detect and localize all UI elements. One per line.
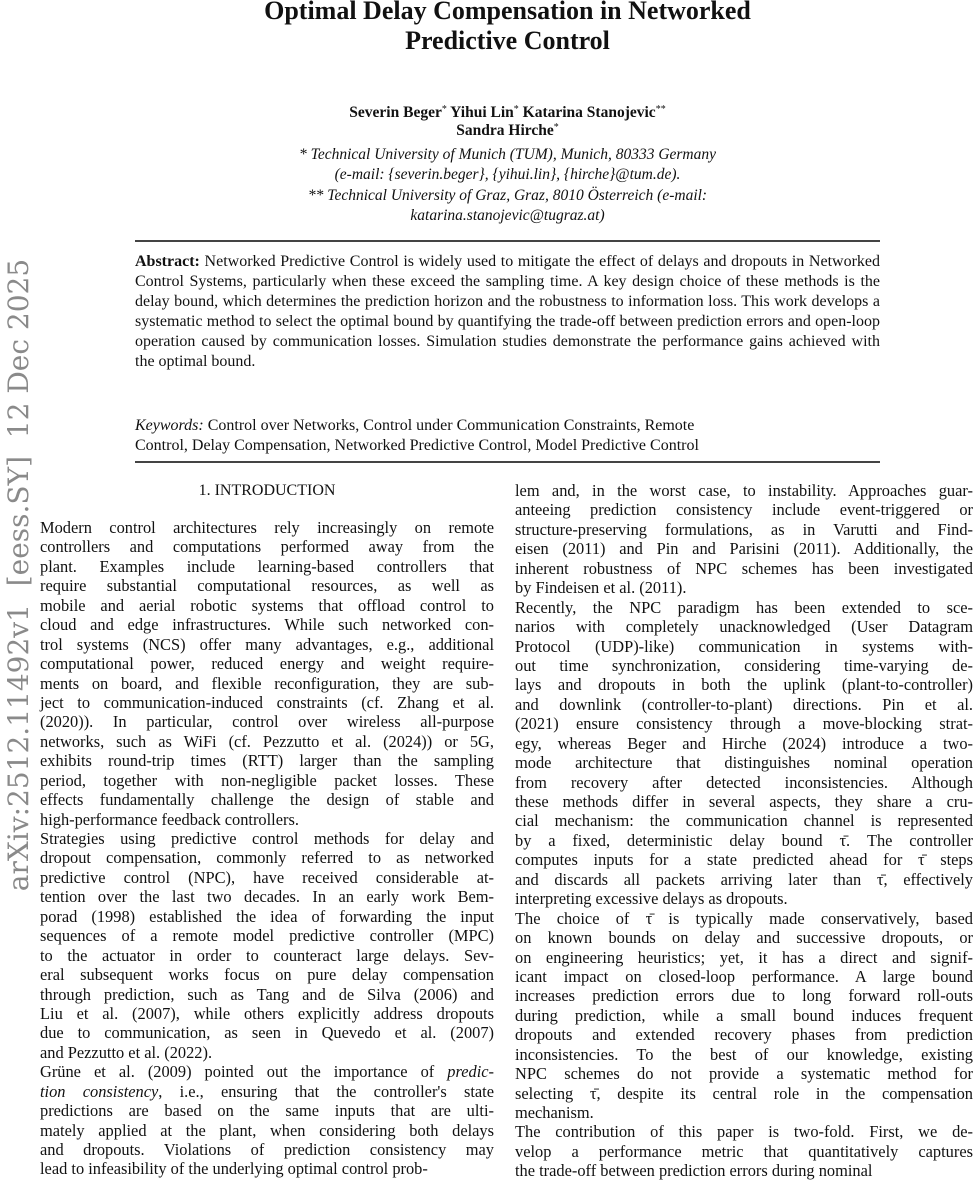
- text-line: lem and, in the worst case, to instability. Approaches guar-: [515, 481, 973, 500]
- paragraph: [515, 481, 973, 598]
- text-line: sequences of a remote model predictive controller (MPC): [40, 926, 494, 946]
- text-line: tention over the last two decades. In an early work Bem-: [40, 887, 494, 907]
- text-line: ject to communication-induced constraints (cf. Zhang et al.: [40, 692, 494, 712]
- text-line: dropout compensation, commonly referred to as networked: [40, 848, 494, 868]
- text-line: (2020)). In particular, control over wireless all-purpose: [40, 712, 494, 732]
- text-line: Liu et al. (2007), while others explicitly address dropouts: [40, 1003, 494, 1023]
- paragraph: [515, 598, 973, 909]
- text-line: require substantial computational resources, as well as: [40, 576, 494, 596]
- author-mark: *: [553, 122, 559, 133]
- text-line: out time synchronization, considering time-varying de-: [515, 655, 973, 675]
- keywords-line: Control, Delay Compensation, Networked Predictive Control, Model Predictive Control: [135, 437, 699, 454]
- paragraph: [40, 829, 494, 1062]
- paragraph: [515, 909, 973, 1123]
- text-line: lays and dropouts in both the uplink (plant-to-controller): [515, 675, 973, 695]
- text-line: The contribution of this paper is two-fold. First, we de-: [515, 1122, 973, 1142]
- text-line: NPC schemes do not provide a systematic method for: [515, 1064, 973, 1084]
- affiliation-line: * Technical University of Munich (TUM), Munich, 80333 Germany: [299, 146, 716, 163]
- text-line: egy, whereas Beger and Hirche (2024) introduce a two-: [515, 733, 973, 753]
- text-line: anteeing prediction consistency include event-triggered or: [515, 500, 973, 520]
- text-line: interpreting excessive delays as dropouts.: [515, 889, 788, 909]
- abstract-top-rule: [135, 240, 880, 242]
- section-heading: 1. INTRODUCTION: [198, 482, 336, 499]
- text-line: tion consistency, i.e., ensuring that the controller's state: [40, 1081, 494, 1101]
- author-mark: *: [441, 104, 447, 115]
- text-line: Recently, the NPC paradigm has been extended to sce-: [515, 597, 973, 617]
- title-line: Predictive Control: [405, 26, 610, 55]
- text-line: Strategies using predictive control methods for delay and: [40, 829, 494, 848]
- text-line: effects fundamentally challenge the design of stable and: [40, 790, 494, 810]
- text-line: the trade-off between prediction errors during nominal: [515, 1161, 873, 1181]
- affiliation-line: (e-mail: {severin.beger}, {yihui.lin}, {hirche}@tum.de).: [334, 165, 681, 183]
- text-line: during prediction, while a small bound induces frequent: [515, 1005, 973, 1025]
- text-line: Grüne et al. (2009) pointed out the importance of predic-: [40, 1062, 494, 1082]
- keywords: [135, 416, 880, 456]
- abstract-label: Abstract:: [135, 253, 200, 270]
- text-line: predictive control (NPC), have received considerable at-: [40, 867, 494, 887]
- right-column: [515, 481, 973, 1181]
- paragraph: [515, 1122, 973, 1180]
- text-line: and Pezzutto et al. (2022).: [40, 1042, 213, 1062]
- text-line: due to communication, as seen in Quevedo et al. (2007): [40, 1023, 494, 1043]
- text-line: trol systems (NCS) offer many advantages, e.g., additional: [40, 634, 494, 654]
- text-line: mately applied at the plant, when considering both delays: [40, 1120, 494, 1140]
- text-line: high-performance feedback controllers.: [40, 809, 299, 829]
- text-line: on known bounds on delay and successive dropouts, or: [515, 928, 973, 948]
- paragraph: [40, 1062, 494, 1179]
- text-line: networks, such as WiFi (cf. Pezzutto et al. (2024)) or 5G,: [40, 731, 494, 751]
- author-list: [130, 104, 885, 140]
- text-line: by Findeisen et al. (2011).: [515, 578, 687, 598]
- text-line: eisen (2011) and Pin and Parisini (2011). Additionally, the: [515, 539, 973, 559]
- text-line: by a fixed, deterministic delay bound τ̄. The controller: [515, 830, 973, 850]
- text-line: these methods differ in several aspects, they share a cru-: [515, 792, 973, 811]
- paragraph: [40, 518, 494, 829]
- text-line: narios with completely unacknowledged (User Datagram: [515, 617, 973, 637]
- text-line: mechanism.: [515, 1103, 594, 1122]
- text-line: through prediction, such as Tang and de Silva (2006) and: [40, 984, 494, 1004]
- text-line: porad (1998) established the idea of forwarding the input: [40, 906, 494, 926]
- text-line: controllers and computations performed away from the: [40, 537, 494, 557]
- text-line: lead to infeasibility of the underlying optimal control prob-: [40, 1159, 428, 1179]
- keywords-label: Keywords:: [135, 417, 204, 434]
- text-line: icant impact on closed-loop performance. A large bound: [515, 966, 973, 986]
- text-line: increases prediction errors due to long forward roll-outs: [515, 986, 973, 1006]
- left-column: [40, 518, 494, 1179]
- text-line: dropouts and extended recovery phases from prediction: [515, 1025, 973, 1045]
- affiliations: [130, 145, 885, 225]
- paper-title: [130, 0, 885, 56]
- affiliation-line: katarina.stanojevic@tugraz.at): [410, 206, 605, 224]
- keywords-line: Control over Networks, Control under Communication Constraints, Remote: [207, 417, 695, 434]
- arxiv-stamp: arXiv:2512.11492v1 [eess.SY] 12 Dec 2025: [2, 258, 35, 892]
- abstract: [135, 252, 880, 372]
- text-line: and dropouts. Violations of prediction consistency may: [40, 1140, 494, 1159]
- text-line: computes inputs for a state predicted ahead for τ̄ steps: [515, 850, 973, 870]
- text-line: mobile and aerial robotic systems that offload control to: [40, 595, 494, 615]
- text-line: selecting τ̄, despite its central role in the compensation: [515, 1083, 973, 1103]
- abstract-bottom-rule: [135, 461, 880, 463]
- text-line: cial mechanism: the communication channel is represented: [515, 811, 973, 831]
- text-line: on engineering heuristics; yet, it has a direct and signif-: [515, 947, 973, 967]
- text-line: period, together with non-negligible packet losses. These: [40, 770, 494, 790]
- text-line: computational power, reduced energy and weight require-: [40, 654, 494, 674]
- text-line: predictions are based on the same inputs that are ulti-: [40, 1101, 494, 1121]
- author-mark: *: [513, 104, 519, 115]
- title-line: Optimal Delay Compensation in Networked: [264, 0, 751, 25]
- text-line: and downlink (controller-to-plant) directions. Pin et al.: [515, 694, 973, 714]
- author-name: Severin Beger: [349, 104, 442, 121]
- author-mark: **: [655, 104, 666, 115]
- text-line: ments on board, and flexible reconfiguration, they are sub-: [40, 673, 494, 693]
- text-line: plant. Examples include learning-based controllers that: [40, 556, 494, 576]
- text-line: mode architecture that distinguishes nominal operation: [515, 753, 973, 773]
- text-line: inherent robustness of NPC schemes has been investigated: [515, 558, 973, 578]
- abstract-text: Networked Predictive Control is widely used to mitigate the effect of delays and dropouts in Networked Control Systems, particularly when these exceed the sampling time. A key design choice of these methods is the delay bound, which determines the prediction horizon and the robustness to information loss. This work develops a systematic method to select the optimal bound by quantifying the trade-off between prediction errors and open-loop operation caused by communication losses. Simulation studies demonstrate the performance gains achieved with the optimal bound.: [135, 253, 881, 370]
- text-line: eral subsequent works focus on pure delay compensation: [40, 965, 494, 985]
- author-name: Sandra Hirche: [456, 122, 554, 139]
- author-name: Yihui Lin: [450, 104, 514, 121]
- text-line: exhibits round-trip times (RTT) larger than the sampling: [40, 751, 494, 771]
- text-line: cloud and edge infrastructures. While such networked con-: [40, 615, 494, 635]
- text-line: to the actuator in order to counteract large delays. Sev-: [40, 945, 494, 965]
- author-name: Katarina Stanojevic: [522, 104, 656, 121]
- text-line: Modern control architectures rely increasingly on remote: [40, 518, 494, 537]
- text-line: inconsistencies. To the best of our knowledge, existing: [515, 1044, 973, 1064]
- text-line: The choice of τ̄ is typically made conservatively, based: [515, 908, 973, 928]
- text-line: Protocol (UDP)-like) communication in systems with-: [515, 636, 973, 656]
- affiliation-line: ** Technical University of Graz, Graz, 8010 Österreich (e-mail:: [307, 187, 708, 204]
- text-line: velop a performance metric that quantitatively captures: [515, 1141, 973, 1161]
- text-line: from recovery after detected inconsistencies. Although: [515, 772, 973, 792]
- text-line: structure-preserving formulations, as in Varutti and Find-: [515, 519, 973, 539]
- text-line: (2021) ensure consistency through a move-blocking strat-: [515, 714, 973, 734]
- text-line: and discards all packets arriving later than τ̄, effectively: [515, 869, 973, 889]
